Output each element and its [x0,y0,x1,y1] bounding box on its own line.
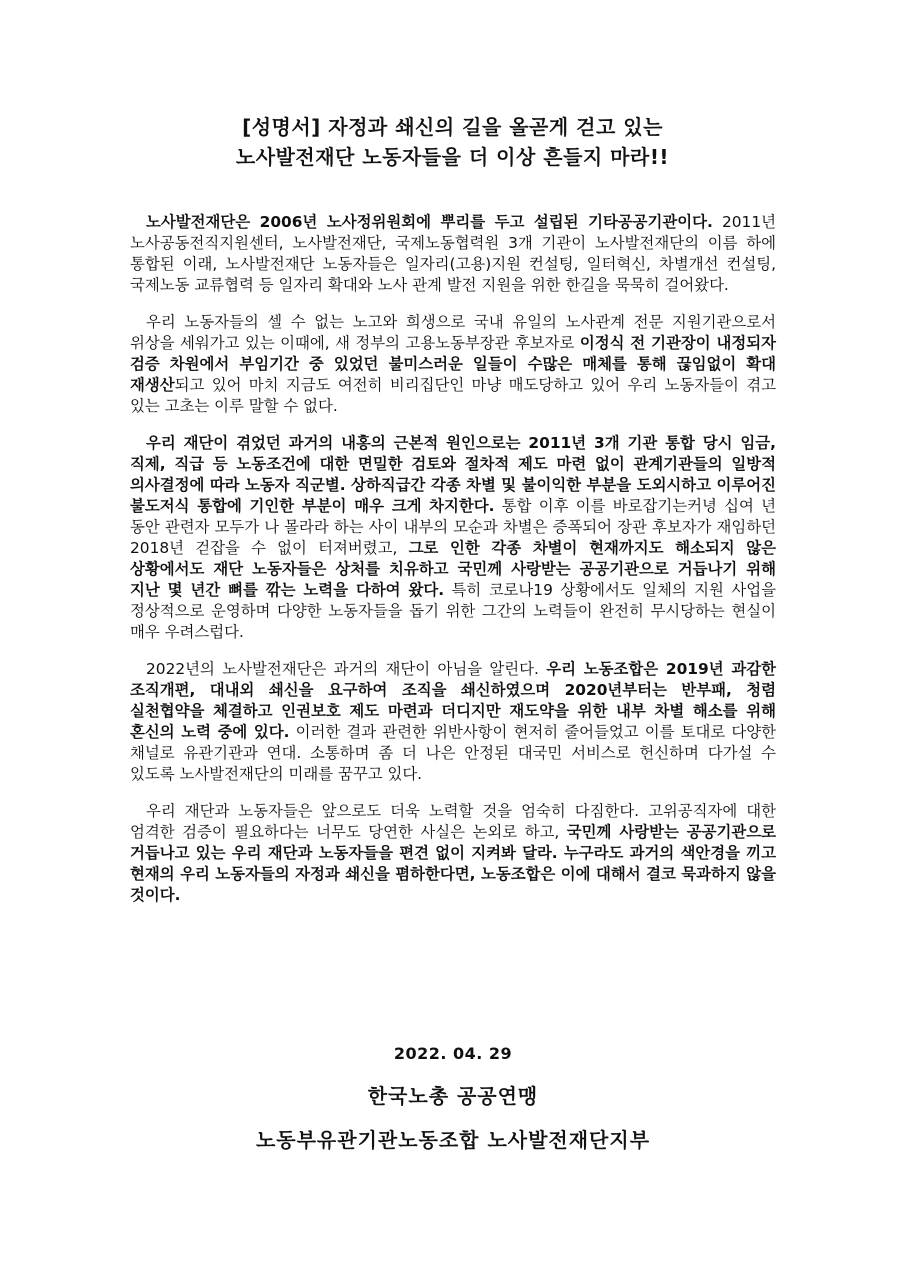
paragraph-5-run-2: 국민께 사랑받는 공공기관으로 거듭나고 있는 우리 재단과 노동자들을 편견 없이 지켜봐 달라. 누구라도 과거의 색안경을 끼고 현재의 우리 노동자들의 자정과 쇄신을 폄하한다면, 노동조합은 이에 대해서 결코 묵과하지 않을 것이다. [130,823,776,904]
paragraph-5 [130,801,776,906]
paragraph-3-run-1: 우리 재단이 겪었던 과거의 내홍의 근본적 원인으로는 2011년 3개 기관 통합 당시 임금, 직제, 직급 등 노동조건에 대한 면밀한 검토와 절차적 제도 마련 없이 관계기관들의 일방적 의사결정에 따라 노동자 직군별. 상하직급간 각종 차별 및 불이익한 부분을 도외시하고 이루어진 불도저식 통합에 기인한 부분이 매우 크게 차지한다. [130,434,776,515]
title-line-2: 노사발전재단 노동자들을 더 이상 흔들지 마라!! [235,145,670,169]
paragraph-3-run-2: 통합 이후 이를 바로잡기는커녕 십여 년 동안 관련자 모두가 나 몰라라 하는 사이 내부의 모순과 차별은 증폭되어 장관 후보자가 재임하던 2018년 걷잡을 수 없이 터져버렸고, [130,497,776,557]
paragraph-1-run-2: 2011년 노사공동전직지원센터, 노사발전재단, 국제노동협력원 3개 기관이 노사발전재단의 이름 하에 통합된 이래, 노사발전재단 노동자들은 일자리(고용)지원 컨설팅, 일터혁신, 차별개선 컨설팅, 국제노동 교류협력 등 일자리 확대와 노사 관계 발전 지원을 위한 한길을 묵묵히 걸어왔다. [130,213,776,294]
paragraph-4-run-1: 2022년의 노사발전재단은 과거의 재단이 아님을 알린다. [146,660,547,678]
paragraph-5-run-1: 우리 재단과 노동자들은 앞으로도 더욱 노력할 것을 엄숙히 다짐한다. 고위공직자에 대한 엄격한 검증이 필요하다는 너무도 당연한 사실은 논외로 하고, [130,802,776,841]
paragraph-3 [130,433,776,643]
paragraph-1 [130,212,776,296]
paragraph-3-run-3: 그로 인한 각종 차별이 현재까지도 해소되지 않은 상황에서도 재단 노동자들은 상처를 치유하고 국민께 사랑받는 공공기관으로 거듭나기 위해 지난 몇 년간 뼈를 깎는 노력을 다하여 왔다. [130,539,777,599]
issuer-union-branch: 노동부유관기관노동조합 노사발전재단지부 [255,1128,651,1152]
statement-date: 2022. 04. 29 [393,1044,513,1063]
statement-body [130,212,776,922]
document-title [120,112,785,172]
issuer-federation: 한국노총 공공연맹 [367,1084,539,1108]
title-line-1: [성명서] 자정과 쇄신의 길을 올곧게 걷고 있는 [242,115,663,139]
paragraph-2-run-2: 이정식 전 기관장이 내정되자 검증 차원에서 부임기간 중 있었던 불미스러운 일들이 수많은 매체를 통해 끊임없이 확대 재생산 [130,334,776,394]
paragraph-2-run-1: 우리 노동자들의 셀 수 없는 노고와 희생으로 국내 유일의 노사관계 전문 지원기관으로서 위상을 세워가고 있는 이때에, 새 정부의 고용노동부장관 후보자로 [130,313,776,352]
paragraph-2 [130,312,776,417]
paragraph-4-run-2: 우리 노동조합은 2019년 과감한 조직개편, 대내외 쇄신을 요구하여 조직을 쇄신하였으며 2020년부터는 반부패, 청렴 실천협약을 체결하고 인권보호 제도 마련과 더디지만 재도약을 위한 내부 차별 해소를 위해 혼신의 노력 중에 있다. [130,660,776,741]
paragraph-2-run-3: 되고 있어 마치 지금도 여전히 비리집단인 마냥 매도당하고 있어 우리 노동자들이 겪고 있는 고초는 이루 말할 수 없다. [130,376,776,415]
paragraph-3-run-4: 특히 코로나19 상황에서도 일체의 지원 사업을 정상적으로 운영하며 다양한 노동자들을 돕기 위한 그간의 노력들이 완전히 무시당하는 현실이 매우 우려스럽다. [130,581,776,641]
paragraph-4 [130,659,776,785]
paragraph-1-run-1: 노사발전재단은 2006년 노사정위원회에 뿌리를 두고 설립된 기타공공기관이다. [146,213,713,231]
paragraph-4-run-3: 이러한 결과 관련한 위반사항이 현저히 줄어들었고 이를 토대로 다양한 채널로 유관기관과 연대. 소통하며 좀 더 나은 안정된 대국민 서비스로 헌신하며 다가설 수 있도록 노사발전재단의 미래를 꿈꾸고 있다. [130,723,776,783]
